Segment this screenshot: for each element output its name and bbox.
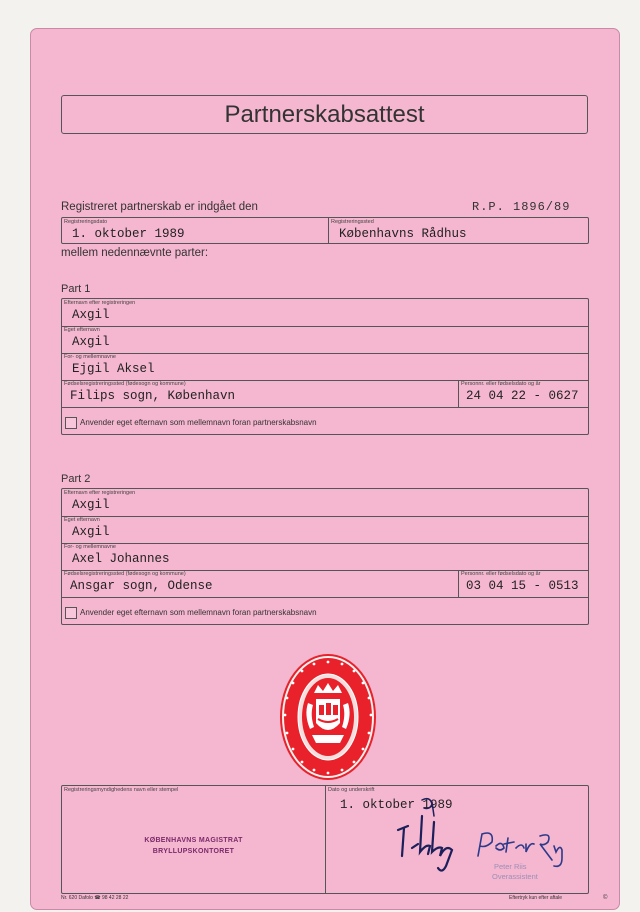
registration-intro: Registreret partnerskab er indgået den — [61, 201, 258, 213]
copyright-icon: © — [603, 895, 608, 901]
part-2-checkbox-label: Anvender eget efternavn som mellemnavn foran partnerskabsnavn — [80, 608, 317, 617]
part-1-surname-row — [62, 299, 588, 327]
authority-stamp-line2: BRYLLUPSKONTORET — [152, 848, 235, 855]
part-2-checkbox-row — [62, 597, 588, 624]
registration-place-value: Københavns Rådhus — [339, 227, 467, 241]
part-2-birthplace-cell — [62, 570, 459, 597]
page-title: Partnerskabsattest — [224, 100, 425, 128]
registration-place-cell — [329, 218, 587, 243]
part-1-cpr-label: Personnr. eller fødselsdato og år — [461, 381, 541, 387]
part-2-own-surname-value: Axgil — [72, 525, 110, 539]
part-1-box — [61, 298, 589, 435]
city-seal — [278, 653, 378, 781]
part-2-box — [61, 488, 589, 625]
part-2-birthplace-label: Fødselsregistreringssted (fødesogn og kommune) — [64, 571, 186, 577]
part-1-cpr-value: 24 04 22 - 0627 — [466, 389, 579, 403]
part-2-own-surname-row — [62, 516, 588, 544]
part-1-checkbox-label: Anvender eget efternavn som mellemnavn foran partnerskabsnavn — [80, 418, 317, 427]
registration-date-value: 1. oktober 1989 — [72, 227, 185, 241]
authority-stamp-line1: KØBENHAVNS MAGISTRAT — [144, 837, 243, 844]
part-1-title: Part 1 — [61, 283, 91, 295]
part-2-surname-value: Axgil — [72, 498, 110, 512]
part-1-birth-row — [62, 380, 588, 408]
registration-date-label: Registreringsdato — [64, 219, 108, 225]
part-1-given-names-row — [62, 353, 588, 381]
part-1-own-surname-value: Axgil — [72, 335, 110, 349]
between-parties-text: mellem nedennævnte parter: — [61, 247, 209, 259]
part-2-given-names-row — [62, 543, 588, 571]
part-2-given-names-label: For- og mellemnavne — [64, 544, 116, 550]
part-1-surname-label: Efternavn efter registreringen — [64, 300, 136, 306]
part-1-own-surname-row — [62, 326, 588, 354]
reference-number: R.P. 1896/89 — [472, 200, 571, 214]
typed-signer-title: Overassistent — [492, 872, 538, 881]
authority-cell — [62, 786, 326, 893]
part-2-cpr-value: 03 04 15 - 0513 — [466, 579, 579, 593]
title-box — [61, 95, 588, 134]
part-2-given-names-value: Axel Johannes — [72, 552, 170, 566]
part-2-title: Part 2 — [61, 473, 91, 485]
part-2-birth-row — [62, 570, 588, 598]
part-1-own-surname-label: Eget efternavn — [64, 327, 100, 333]
part-2-cpr-cell — [459, 570, 587, 597]
part-1-birthplace-value: Filips sogn, København — [70, 389, 236, 403]
signature-label: Dato og underskrift — [328, 787, 375, 793]
part-2-birthplace-value: Ansgar sogn, Odense — [70, 579, 213, 593]
signature-date-value: 1. oktober 1989 — [340, 798, 453, 812]
part-1-checkbox-row — [62, 407, 588, 434]
registration-box — [61, 217, 589, 244]
handwritten-signature — [326, 786, 587, 893]
part-2-own-surname-label: Eget efternavn — [64, 517, 100, 523]
part-2-checkbox[interactable] — [65, 607, 77, 619]
part-1-checkbox[interactable] — [65, 417, 77, 429]
registration-date-cell — [62, 218, 329, 243]
part-1-cpr-cell — [459, 380, 587, 407]
part-1-given-names-value: Ejgil Aksel — [72, 362, 155, 376]
certificate-sheet — [30, 28, 620, 910]
part-1-surname-value: Axgil — [72, 308, 110, 322]
part-1-birthplace-label: Fødselsregistreringssted (fødesogn og kommune) — [64, 381, 186, 387]
authority-label: Registreringsmyndighedens navn eller stempel — [64, 787, 179, 793]
typed-signer-name: Peter Riis — [494, 862, 527, 871]
signature-cell — [326, 786, 587, 893]
part-2-cpr-label: Personnr. eller fødselsdato og år — [461, 571, 541, 577]
authority-signature-box — [61, 785, 589, 894]
copyright-note: Eftertryk kun efter aftale — [509, 895, 563, 901]
part-2-surname-row — [62, 489, 588, 517]
form-number: Nr. 620 Dafolo ☎ 98 42 28 22 — [61, 895, 129, 901]
registration-place-label: Registreringssted — [331, 219, 374, 225]
part-1-given-names-label: For- og mellemnavne — [64, 354, 116, 360]
part-2-surname-label: Efternavn efter registreringen — [64, 490, 136, 496]
part-1-birthplace-cell — [62, 380, 459, 407]
